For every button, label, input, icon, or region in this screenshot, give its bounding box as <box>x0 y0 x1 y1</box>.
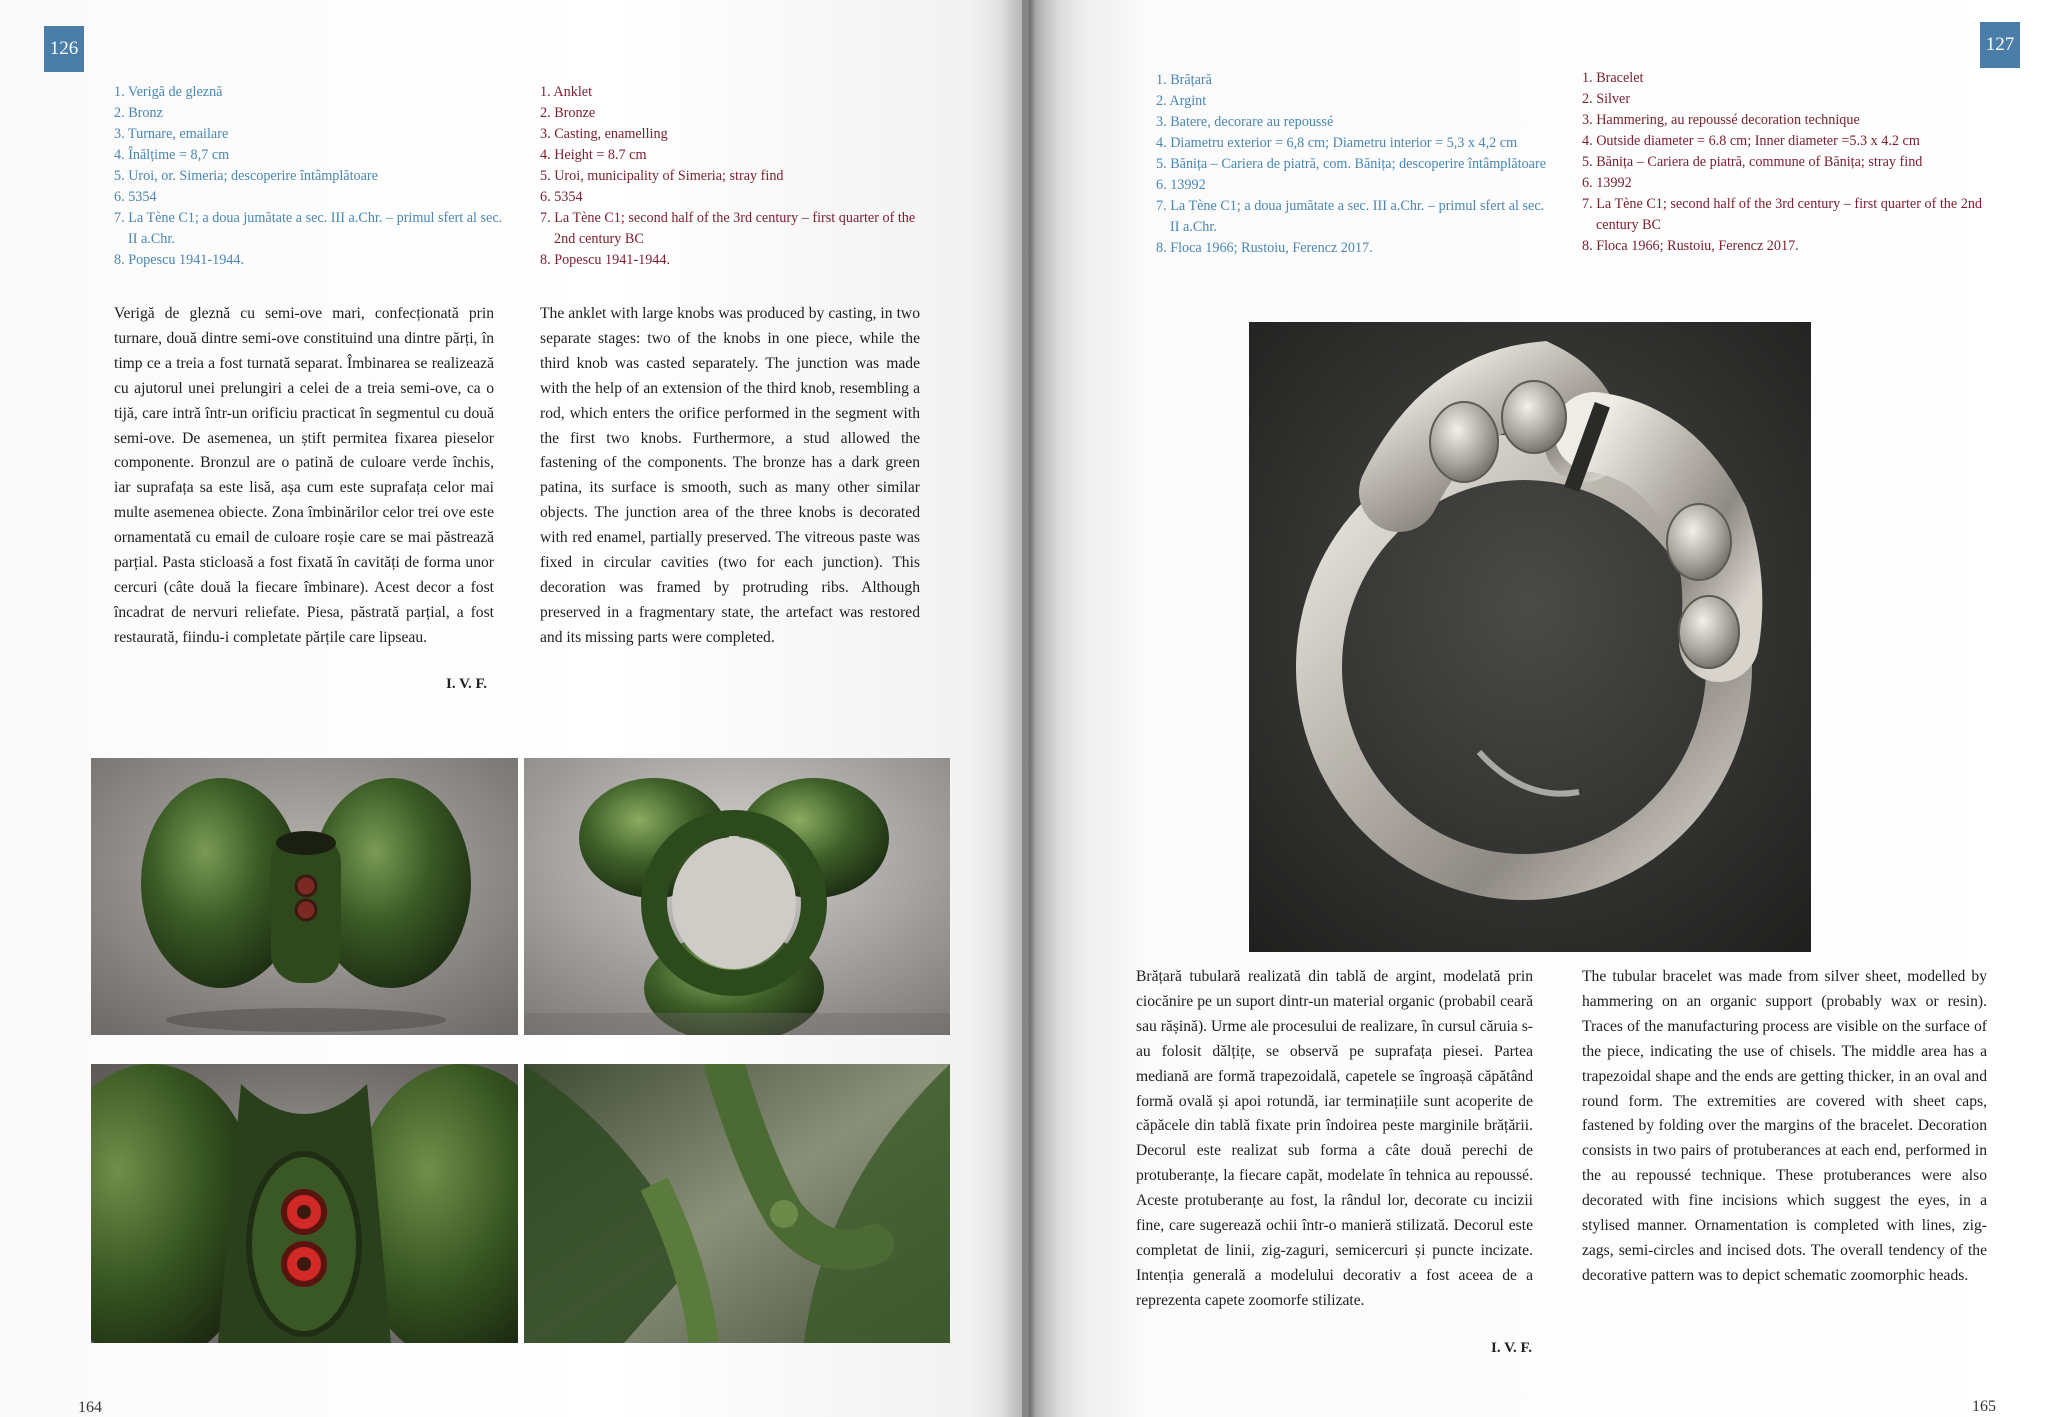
meta-line: 2. Argint <box>1156 93 1207 109</box>
meta-line: 2. Silver <box>1582 91 1631 107</box>
meta-line: 8. Popescu 1941-1944. <box>114 252 245 268</box>
anklet-photo-enamel <box>91 1064 518 1343</box>
right-meta-en <box>1582 68 1992 257</box>
meta-line: 4. Înălțime = 8,7 cm <box>114 147 230 163</box>
left-page <box>0 0 1022 1417</box>
left-signature: I. V. F. <box>446 676 488 692</box>
meta-line: 4. Height = 8.7 cm <box>540 147 647 163</box>
meta-line: 6. 13992 <box>1156 177 1206 193</box>
right-folio: 165 <box>1972 1398 1996 1415</box>
anklet-photo-detail <box>524 1064 950 1343</box>
page-tab-right: 127 <box>1980 22 2020 68</box>
page-tab-left: 126 <box>44 26 84 72</box>
meta-line: 7. La Tène C1; a doua jumătate a sec. III a.Chr. – primul sfert al sec. II a.Chr. <box>114 210 503 247</box>
meta-line: 1. Bracelet <box>1582 70 1644 86</box>
meta-line: 5. Uroi, municipality of Simeria; stray find <box>540 168 784 184</box>
meta-line: 5. Bănița – Cariera de piatră, commune of Bănița; stray find <box>1582 154 1923 170</box>
bracelet-photo <box>1249 322 1811 952</box>
meta-line: 4. Outside diameter = 6.8 cm; Inner diameter =5.3 x 4.2 cm <box>1582 133 1920 149</box>
meta-line: 3. Batere, decorare au repoussé <box>1156 114 1334 130</box>
book-gutter <box>1000 0 1060 1417</box>
meta-line: 8. Floca 1966; Rustoiu, Ferencz 2017. <box>1582 238 1799 254</box>
meta-line: 7. La Tène C1; a doua jumătate a sec. III a.Chr. – primul sfert al sec. II a.Chr. <box>1156 198 1545 235</box>
right-meta-ro <box>1156 70 1556 259</box>
left-folio: 164 <box>78 1399 102 1416</box>
meta-line: 4. Diametru exterior = 6,8 cm; Diametru interior = 5,3 x 4,2 cm <box>1156 135 1518 151</box>
meta-line: 6. 13992 <box>1582 175 1632 191</box>
meta-line: 3. Turnare, emailare <box>114 126 229 142</box>
meta-line: 2. Bronz <box>114 105 163 121</box>
meta-line: 7. La Tène C1; second half of the 3rd century – first quarter of the 2nd century BC <box>540 210 916 247</box>
left-meta-ro <box>114 82 504 271</box>
right-text-en: The tubular bracelet was made from silver sheet, modelled by hammering on an organic support (probably wax or resin). Traces of the manufacturing process are visible on the surface of the piece, indicating the use of chisels. The middle area has a trapezoidal shape and the ends are getting thicker, in an oval and round form. The extremities are covered with sheet caps, fastened by folding over the margins of the bracelet. Decoration consists in two pairs of protuberances at each end, performed in the au repoussé technique. These protuberances were also decorated with fine incisions which suggest the eyes, in a stylised manner. Ornamentation is completed with lines, zig-zags, semi-circles and incised dots. The overall tendency of the decorative pattern was to depict schematic zoomorphic heads. <box>1582 968 1987 1284</box>
meta-line: 1. Verigă de gleznă <box>114 84 223 100</box>
meta-line: 2. Bronze <box>540 105 596 121</box>
right-page <box>1022 0 2048 1417</box>
meta-line: 1. Anklet <box>540 84 593 100</box>
right-text-ro: Brățară tubulară realizată din tablă de argint, modelată prin ciocănire pe un suport dintr-un material organic (probabil ceară sau rășină). Urme ale procesului de realizare, în cursul căruia s-au folosit dălțițe, se observă pe suprafața piesei. Partea mediană are formă trapezoidală, capetele se îngroașă căpătând formă ovală și apoi rotundă, iar terminațiile sunt acoperite de căpăcele din tablă fixate prin îndoirea peste marginile brățării. Decorul este realizat sub forma a câte două perechi de protuberanțe, la fiecare capăt, modelate în tehnica au repoussé. Aceste protuberanțe au fost, la rândul lor, decorate cu incizii fine, care sugerează ochii într-o manieră stilizată. Decorul este completat de linii, zig-zaguri, semicercuri și puncte incizate. Intenția generală a modelului decorativ a fost aceea de a reprezenta capete zoomorfe stilizate. <box>1136 968 1533 1309</box>
meta-line: 8. Popescu 1941-1944. <box>540 252 671 268</box>
meta-line: 6. 5354 <box>114 189 157 205</box>
meta-line: 5. Uroi, or. Simeria; descoperire întâmplătoare <box>114 168 378 184</box>
right-signature: I. V. F. <box>1491 1340 1533 1356</box>
meta-line: 3. Casting, enamelling <box>540 126 668 142</box>
meta-line: 5. Bănița – Cariera de piatră, com. Bănița; descoperire întâmplătoare <box>1156 156 1546 172</box>
meta-line: 8. Floca 1966; Rustoiu, Ferencz 2017. <box>1156 240 1373 256</box>
left-meta-en <box>540 82 930 271</box>
meta-line: 7. La Tène C1; second half of the 3rd century – first quarter of the 2nd century BC <box>1582 196 1983 233</box>
meta-line: 3. Hammering, au repoussé decoration technique <box>1582 112 1860 128</box>
anklet-photo-ring <box>524 758 950 1035</box>
meta-line: 6. 5354 <box>540 189 583 205</box>
left-text-en: The anklet with large knobs was produced by casting, in two separate stages: two of the knobs in one piece, while the third knob was casted separately. The junction was made with the help of an extension of the third knob, resembling a rod, which enters the orifice performed in the segment with the first two knobs. Furthermore, a stud allowed the fastening of the components. The bronze has a dark green patina, its surface is smooth, such as many other similar objects. The junction area of the three knobs is decorated with red enamel, partially preserved. The vitreous paste was fixed in circular cavities (two for each junction). This decoration was framed by protruding ribs. Although preserved in a fragmentary state, the artefact was restored and its missing parts were completed. <box>540 305 920 646</box>
left-text-ro: Verigă de gleznă cu semi-ove mari, confecționată prin turnare, două dintre semi-ove constituind una dintre părți, în timp ce a treia a fost turnată separat. Îmbinarea se realizează cu ajutorul unei prelungiri a celei de a treia semi-ove, ca o tijă, care intră într-un orificiu practicat în segmentul cu două semi-ove. De asemenea, un știft permitea fixarea pieselor componente. Bronzul are o patină de culoare verde închis, iar suprafața sa este lisă, așa cum este suprafața celor mai multe asemenea obiecte. Zona îmbinărilor celor trei ove este ornamentată cu email de culoare roșie care se mai păstrează parțial. Pasta sticloasă a fost fixată în cavități de forma unor cercuri (câte două la fiecare îmbinare). Acest decor a fost încadrat de nervuri reliefate. Piesa, păstrată parțial, a fost restaurată, fiindu-i completate părțile care lipseau. <box>114 305 494 646</box>
meta-line: 1. Brățară <box>1156 72 1212 88</box>
anklet-photo-front <box>91 758 518 1035</box>
